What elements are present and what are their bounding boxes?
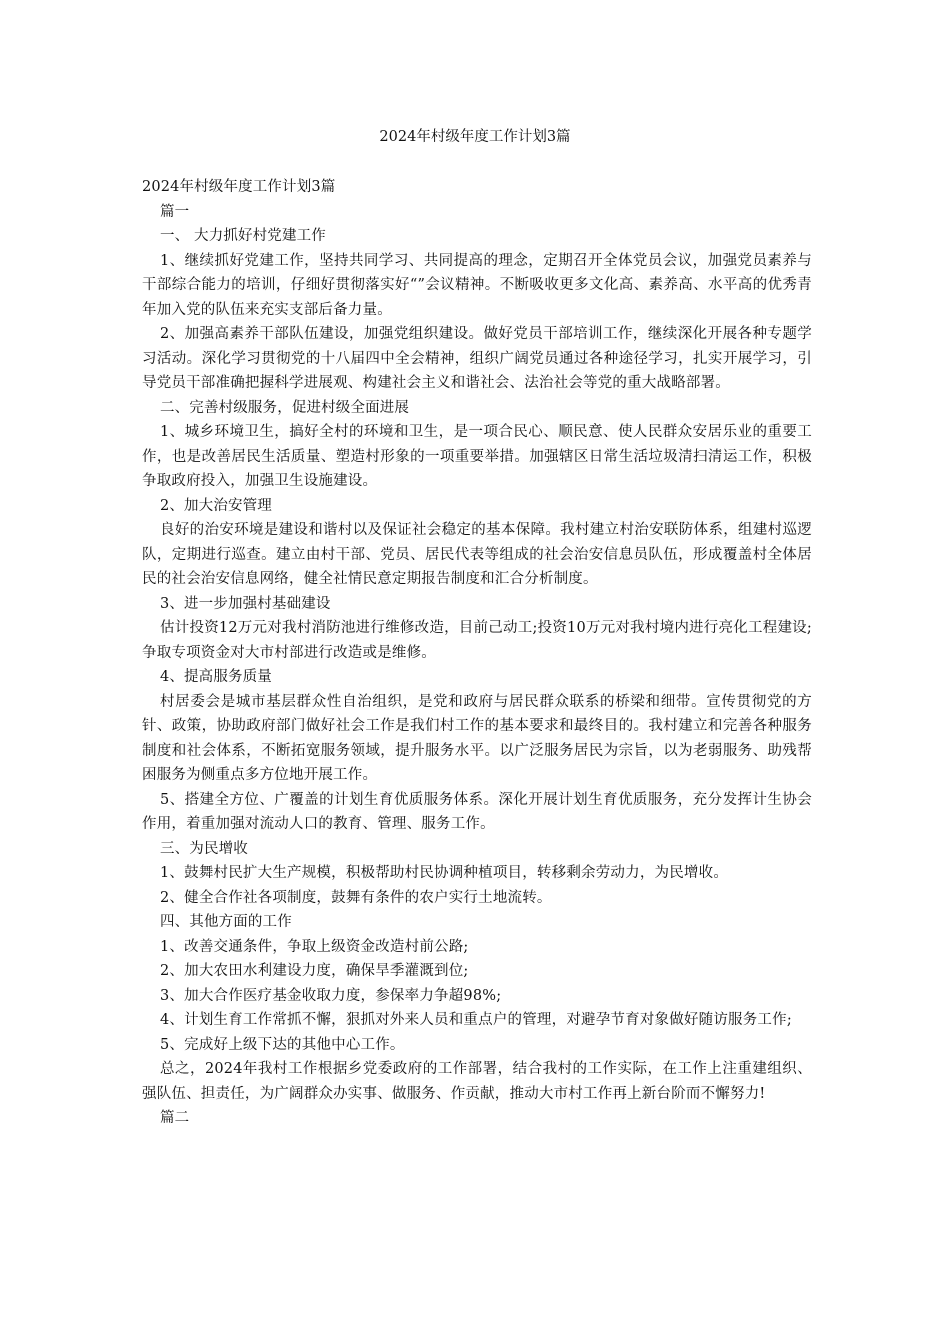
conclusion-paragraph: 总之，2024年我村工作根据乡党委政府的工作部署，结合我村的工作实际，在工作上注重建组织、强队伍、担责任，为广阔群众办实事、做服务、作贡献，推动大市村工作再上新台阶而不懈努力! [142, 1061, 812, 1102]
section-heading-1: 一、 大力抓好村党建工作 [160, 228, 326, 244]
subheading-s2-3: 3、进一步加强村基础建设 [160, 595, 331, 612]
paragraph-s3-1: 1、鼓舞村民扩大生产规模，积极帮助村民协调种植项目，转移剩余劳动力，为民增收。 [160, 865, 729, 881]
section-heading-3: 三、为民增收 [160, 840, 248, 857]
paragraph-s4-1: 1、改善交通条件，争取上级资金改造村前公路; [160, 938, 469, 955]
document-title: 2024年村级年度工作计划3篇 [379, 129, 571, 145]
paragraph-s1-2: 2、加强高素养干部队伍建设，加强党组织建设。做好党员干部培训工作，继续深化开展各种专题学习活动。深化学习贯彻党的十八届四中全会精神，组织广阔党员通过各种途径学习，扎实开展学习，引导党员干部准确把握科学进展观、构建社会主义和谐社会、法治社会等党的重大战略部署。 [142, 326, 812, 391]
paragraph-s4-5: 5、完成好上级下达的其他中心工作。 [160, 1036, 405, 1053]
paragraph-s2-4: 村居委会是城市基层群众性自治组织，是党和政府与居民群众联系的桥梁和细带。宣传贯彻党的方针、政策，协助政府部门做好社会工作是我们村工作的基本要求和最终目的。我村建立和完善各种服务制度和社会体系，不断拓宽服务领域，提升服务水平。以广泛服务居民为宗旨，以为老弱服务、助残帮困服务为侧重点多方位地开展工作。 [142, 693, 812, 783]
paragraph-s3-2: 2、健全合作社各项制度，鼓舞有条件的农户实行土地流转。 [160, 889, 552, 906]
document-body [142, 175, 812, 1131]
paragraph-s4-3: 3、加大合作医疗基金收取力度，参保率力争超98%; [160, 987, 502, 1004]
paragraph-s4-4: 4、计划生育工作常抓不懈，狠抓对外来人员和重点户的管理，对避孕节育对象做好随访服务工作; [160, 1012, 792, 1028]
paragraph-s1-1: 1、继续抓好党建工作，坚持共同学习、共同提高的理念，定期召开全体党员会议，加强党员素养与干部综合能力的培训，仔细好贯彻落实好“”会议精神。不断吸收更多文化高、素养高、水平高的优秀青年加入党的队伍来充实支部后备力量。 [142, 252, 812, 318]
paragraph-s2-2: 良好的治安环境是建设和谐村以及保证社会稳定的基本保障。我村建立村治安联防体系，组建村巡逻队，定期进行巡查。建立由村干部、党员、居民代表等组成的社会治安信息员队伍，形成覆盖村全体居民的社会治安信息网络，健全社情民意定期报告制度和汇合分析制度。 [142, 522, 812, 587]
part-heading-two: 篇二 [160, 1110, 190, 1126]
paragraph-s2-1: 1、城乡环境卫生，搞好全村的环境和卫生，是一项合民心、顺民意、使人民群众安居乐业的重要工作，也是改善居民生活质量、塑造村形象的一项重要举措。加强辖区日常生活垃圾清扫清运工作，积极争取政府投入，加强卫生设施建设。 [142, 424, 812, 489]
document-subtitle: 2024年村级年度工作计划3篇 [142, 179, 336, 195]
section-heading-2: 二、完善村级服务，促进村级全面进展 [160, 399, 410, 416]
subheading-s2-2: 2、加大治安管理 [160, 497, 272, 514]
section-heading-4: 四、其他方面的工作 [160, 914, 292, 930]
paragraph-s2-3: 估计投资12万元对我村消防池进行维修改造，目前己动工;投资10万元对我村境内进行亮化工程建设;争取专项资金对大市村部进行改造或是维修。 [142, 620, 812, 661]
paragraph-s4-2: 2、加大农田水利建设力度，确保旱季灌溉到位; [160, 963, 469, 979]
part-heading-one: 篇一 [160, 203, 190, 220]
subheading-s2-4: 4、提高服务质量 [160, 669, 272, 685]
paragraph-s2-5: 5、搭建全方位、广覆盖的计划生育优质服务体系。深化开展计划生育优质服务，充分发挥计生协会作用，着重加强对流动人口的教育、管理、服务工作。 [142, 791, 812, 832]
